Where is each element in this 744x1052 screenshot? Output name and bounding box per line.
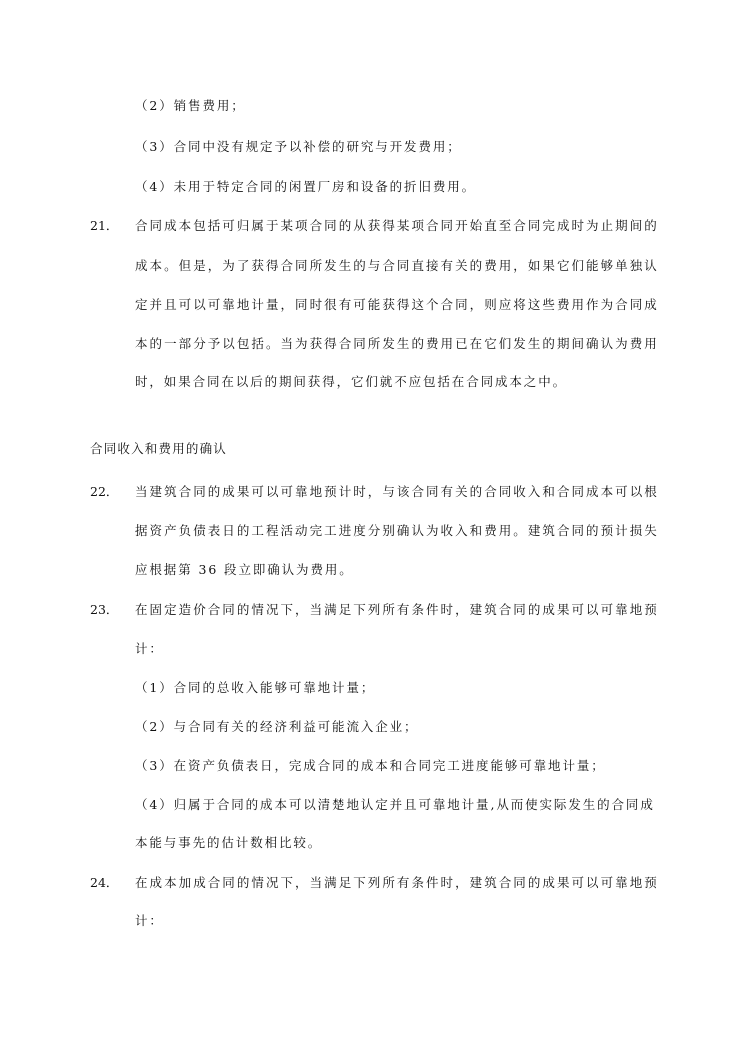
list-item: （1）合同的总收入能够可靠地计量；: [135, 680, 376, 695]
section-heading: 合同收入和费用的确认: [90, 441, 228, 456]
paragraph-line: 在成本加成合同的情况下，当满足下列所有条件时，建筑合同的成果可以可靠地预: [135, 875, 659, 890]
paragraph-line: 计：: [135, 913, 164, 928]
paragraph-line: 本的一部分予以包括。当为获得合同所发生的费用已在它们发生的期间确认为费用: [135, 336, 659, 351]
paragraph-line: 应根据第 36 段立即确认为费用。: [135, 562, 354, 577]
list-item: （4）未用于特定合同的闲置厂房和设备的折旧费用。: [135, 179, 477, 194]
paragraph-line: 合同成本包括可归属于某项合同的从获得某项合同开始直至合同完成时为止期间的: [135, 218, 659, 233]
paragraph-line: 时，如果合同在以后的期间获得，它们就不应包括在合同成本之中。: [135, 374, 568, 389]
paragraph-line: 在固定造价合同的情况下，当满足下列所有条件时，建筑合同的成果可以可靠地预: [135, 602, 659, 617]
list-item: （3）在资产负债表日，完成合同的成本和合同完工进度能够可靠地计量；: [135, 758, 606, 773]
list-item: （2）与合同有关的经济利益可能流入企业；: [135, 719, 419, 734]
paragraph-line: 当建筑合同的成果可以可靠地预计时，与该合同有关的合同收入和合同成本可以根: [135, 484, 659, 499]
paragraph-number: 21．: [90, 218, 119, 233]
list-item: （4）归属于合同的成本可以清楚地认定并且可靠地计量,从而使实际发生的合同成: [135, 797, 655, 812]
paragraph-line: 成本。但是，为了获得合同所发生的与合同直接有关的费用，如果它们能够单独认: [135, 258, 659, 273]
list-item-continuation: 本能与事先的估计数相比较。: [135, 835, 323, 850]
paragraph-number: 22．: [90, 484, 119, 499]
paragraph-line: 计：: [135, 641, 164, 656]
list-item: （2）销售费用；: [135, 98, 246, 113]
paragraph-line: 定并且可以可靠地计量，同时很有可能获得这个合同，则应将这些费用作为合同成: [135, 297, 659, 312]
paragraph-number: 23．: [90, 602, 119, 617]
paragraph-line: 据资产负债表日的工程活动完工进度分别确认为收入和费用。建筑合同的预计损失: [135, 523, 659, 538]
list-item: （3）合同中没有规定予以补偿的研究与开发费用；: [135, 139, 462, 154]
paragraph-number: 24．: [90, 875, 119, 890]
